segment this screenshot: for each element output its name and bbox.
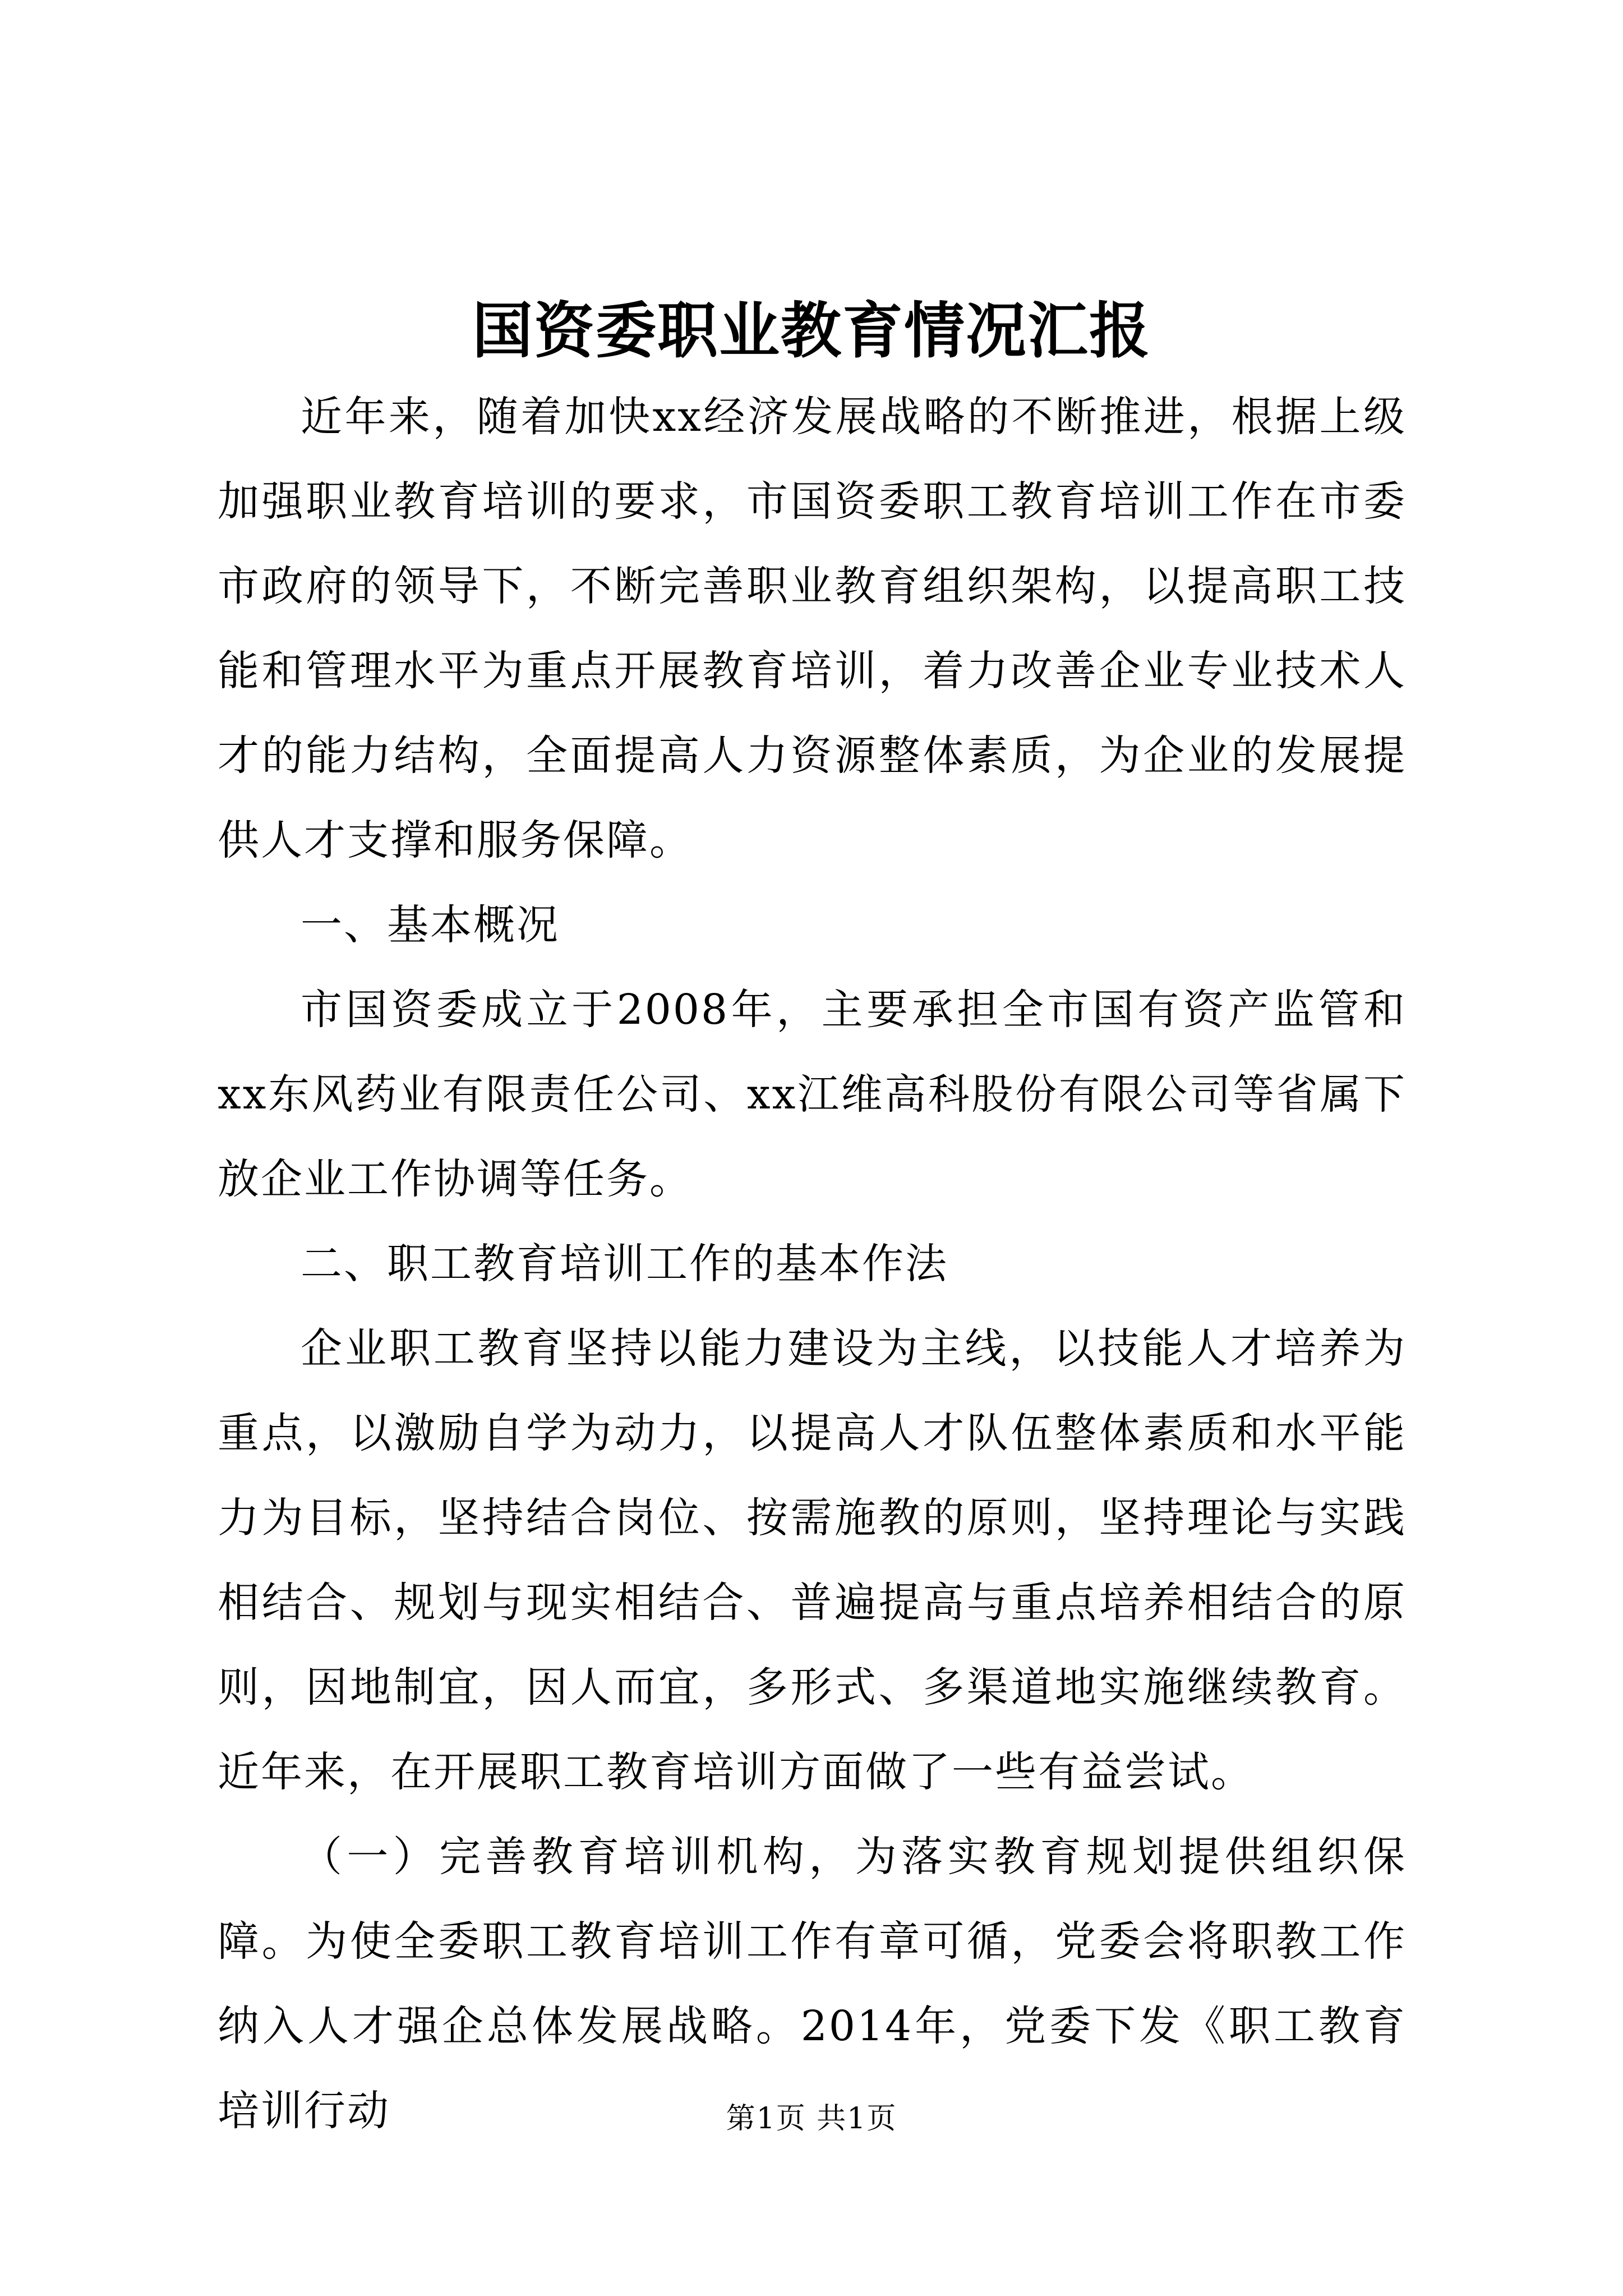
paragraph-intro: 近年来，随着加快xx经济发展战略的不断推进，根据上级加强职业教育培训的要求，市国资委职工教育培训工作在市委市政府的领导下，不断完善职业教育组织架构，以提高职工技能和管理水平为重点开展教育培训，着力改善企业专业技术人才的能力结构，全面提高人力资源整体素质，为企业的发展提供人才支撑和服务保障。 <box>218 393 1407 864</box>
paragraph-overview: 市国资委成立于2008年，主要承担全市国有资产监管和xx东风药业有限责任公司、xx江维高科股份有限公司等省属下放企业工作协调等任务。 <box>218 986 1407 1203</box>
document-title: 国资委职业教育情况汇报 <box>472 296 1151 366</box>
section-heading-practices: 二、职工教育培训工作的基本作法 <box>301 1240 948 1288</box>
document-body <box>218 375 1407 2154</box>
page-footer: 第1页 共1页 <box>726 2102 897 2136</box>
paragraph-subsection-one: （一）完善教育培训机构，为落实教育规划提供组织保障。为使全委职工教育培训工作有章可循，党委会将职教工作纳入人才强企总体发展战略。2014年，党委下发《职工教育培训行动 <box>218 1833 1407 2135</box>
section-heading-overview: 一、基本概况 <box>301 901 560 949</box>
paragraph-practices: 企业职工教育坚持以能力建设为主线，以技能人才培养为重点，以激励自学为动力，以提高人才队伍整体素质和水平能力为目标，坚持结合岗位、按需施教的原则，坚持理论与实践相结合、规划与现实相结合、普遍提高与重点培养相结合的原则，因地制宜，因人而宜，多形式、多渠道地实施继续教育。近年来，在开展职工教育培训方面做了一些有益尝试。 <box>218 1324 1407 1796</box>
